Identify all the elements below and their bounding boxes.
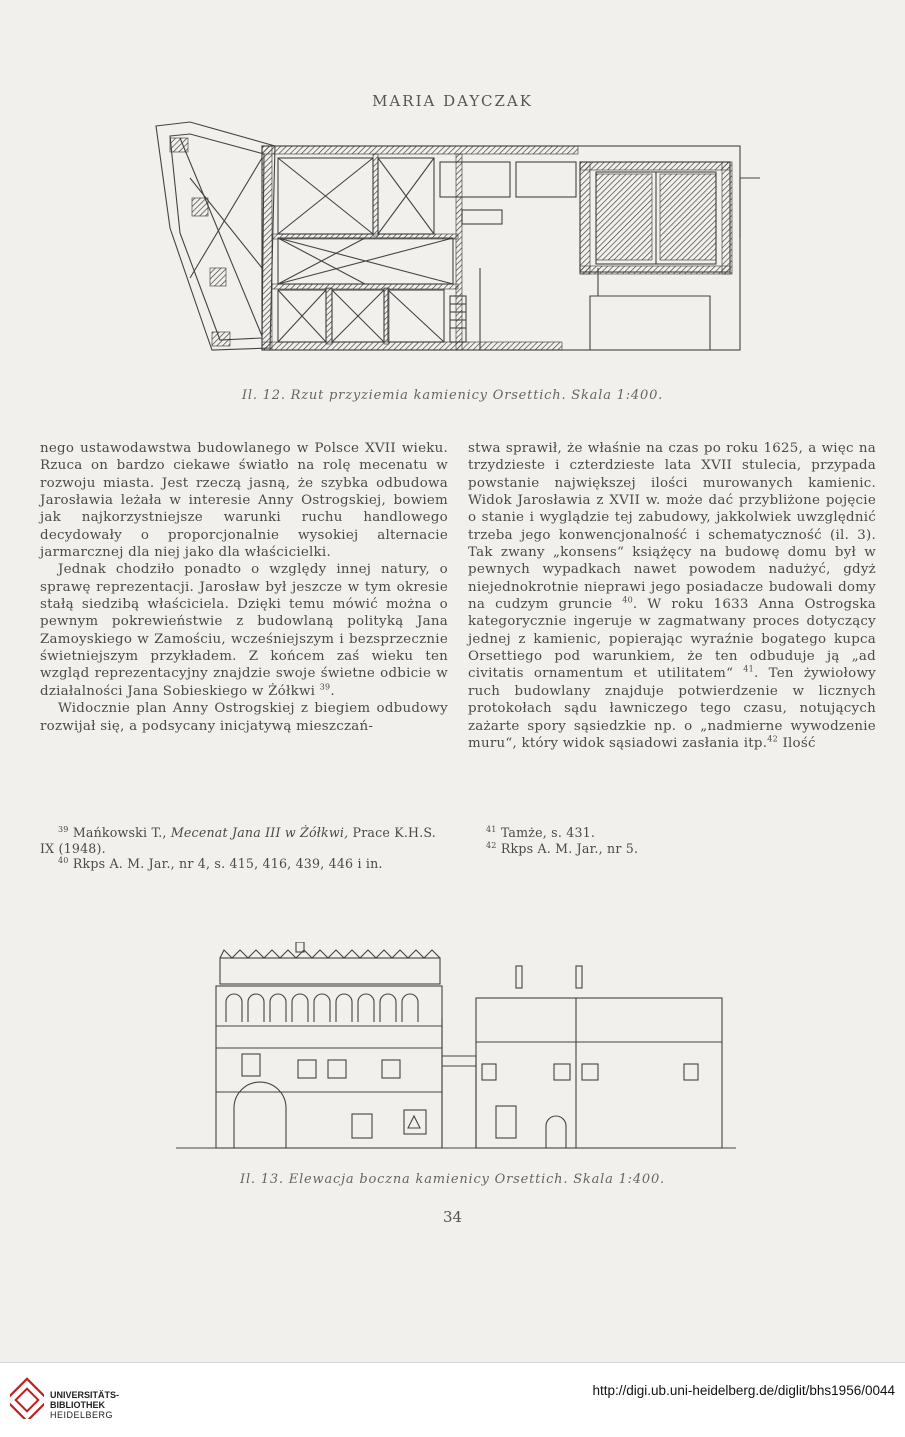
source-url-link[interactable]: http://digi.ub.uni-heidelberg.de/diglit/bhs1956/0044 xyxy=(592,1383,895,1398)
footnote: $^{42}$ Rkps A. M. Jar., nr 5. xyxy=(486,840,639,856)
footnote: $^{40}$ Rkps A. M. Jar., nr 4, s. 415, 416, 439, 446 i in. xyxy=(58,855,383,871)
figure-13-caption: Il. 13. Elewacja boczna kamienicy Orsettich. Skala 1:400. xyxy=(240,1172,665,1187)
page-number: 34 xyxy=(442,1208,463,1226)
library-name: UNIVERSITÄTS- BIBLIOTHEK HEIDELBERG xyxy=(50,1390,120,1420)
footnote-ref: 39 xyxy=(319,682,331,692)
text-column-left xyxy=(40,440,448,735)
figure-12-caption: Il. 12. Rzut przyziemia kamienicy Orsettich. Skala 1:400. xyxy=(241,388,664,403)
footnotes-left xyxy=(40,825,450,872)
digitization-footer xyxy=(0,1362,905,1437)
text-column-right xyxy=(468,440,876,752)
paragraph: Widocznie plan Anny Ostrogskiej z biegiem odbudowy rozwijał się, a podsycany inicjatywą mieszczań- xyxy=(40,701,448,734)
footnote-ref: 40 xyxy=(622,595,633,605)
paragraph: Jednak chodziło ponadto o względy innej natury, o sprawę reprezentacji. Jarosław był jeszcze w tym okresie stałą siedzibą właściciela. Dzięki temu mówić można o pewnym pokrewieństwie z budowlaną polityką Jana Zamoyskiego w Zamościu, wcześniejszym i bezsprzecznie świetniejszym przykładem. Z końcem zaś wieku ten wzgląd reprezentacyjny znajdzie swoje świetne odbicie w działalności Jana Sobieskiego w Żółkwi $^{39}$. xyxy=(40,562,448,699)
elevation-figure xyxy=(176,942,736,1154)
running-title: MARIA DAYCZAK xyxy=(372,92,533,110)
footnotes-right xyxy=(468,825,878,856)
footnote: $^{41}$ Tamże, s. 431. xyxy=(486,824,596,840)
library-logo-icon xyxy=(10,1377,44,1419)
paragraph: stwa sprawił, że właśnie na czas po roku 1625, a więc na trzydzieste i czterdzieste lata XVII stulecia, przypada powstanie największej ilości murowanych kamienic. Widok Jarosławia z XVII w. może dać przybliżone pojęcie o stanie i wyglądzie tej zabudowy, jakkolwiek uwzględnić trzeba jego konwencjonalność i schematyczność (il. 3). Tak zwany „konsens“ książęcy na budowę domu był w pewnych wypadkach nawet powodem nadużyć, gdyż niejednokrotnie nieprawi jego posiadacze budowali domy na cudzym gruncie $^{40}$. W roku 1633 Anna Ostrogska kategorycznie ingeruje w zagmatwany proces dotyczący jednej z kamienic, popierając wyraźnie bogatego kupca Orsettiego pod warunkiem, że ten odbuduje ją „ad civitatis ornamentum et utilitatem“ $^{41}$. Ten żywiołowy ruch budowlany znajduje potwierdzenie w licznych protokołach sądu ławniczego tego czasu, notujących zażarte spory sąsiedzkie np. o „nadmierne wywodzenie muru“, który widok sąsiadowi zasłania itp.$^{42}$ Ilość xyxy=(468,441,876,751)
footnote-ref: 41 xyxy=(743,665,754,674)
footnote: $^{39}$ Mańkowski T., Mecenat Jana III w Żółkwi, Prace K.H.S. IX (1948). xyxy=(40,824,437,856)
footnote-ref: 42 xyxy=(767,734,778,744)
floor-plan-figure xyxy=(150,118,760,358)
paragraph: nego ustawodawstwa budowlanego w Polsce XVII wieku. Rzuca on bardzo ciekawe światło na rolę mecenatu w rozwoju miasta. Jest rzeczą jasną, że szybka odbudowa Jarosławia leżała w interesie Anny Ostrogskiej, bowiem jak najkorzystniejsze warunki ruchu handlowego decydowały o proporcjonalnie wysokiej alternacie jarmarcznej dla niej jako dla właścicielki. xyxy=(40,441,448,561)
